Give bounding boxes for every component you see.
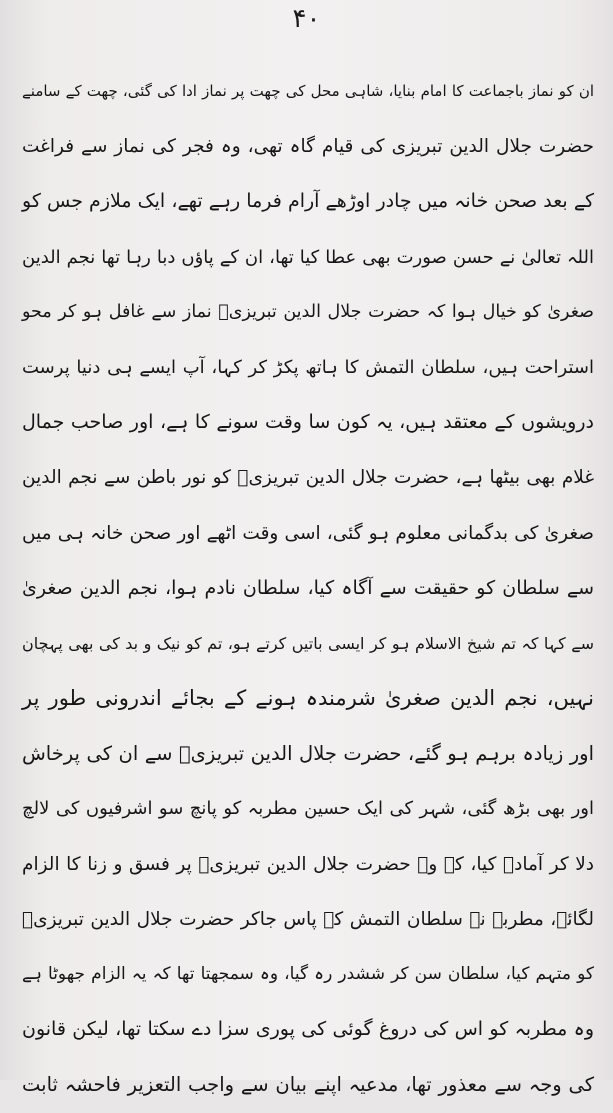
text-line-12: نہیں، نجم الدین صغریٰ شرمندہ ہونے کے بجائے اندرونی طور پر [22,686,594,711]
text-line-17: کو متہم کیا، سلطان سن کر ششدر رہ گیا، وہ سمجھتا تھا کہ یہ الزام جھوٹا ہے [22,964,594,984]
text-line-15: دلا کر آمادہ کیا، کہ وہ حضرت جلال الدین تبریزیؒ پر فسق و زنا کا الزام [22,853,594,875]
text-line-8: غلام بھی بیٹھا ہے، حضرت جلال الدین تبریزیؒ کو نور باطن سے نجم الدین [22,467,594,489]
text-line-16: لگائے، مطربہ نے سلطان التمش کے پاس جاکر حضرت جلال الدین تبریزیؒ [22,908,594,930]
page-number: ۴۰ [292,4,321,34]
text-line-4: اللہ تعالیٰ نے حسن صورت بھی عطا کیا تھا، ان کے پاؤں دبا رہا تھا نجم الدین [22,246,594,268]
text-line-13: اور زیادہ برہم ہو گئے، حضرت جلال الدین تبریزیؒ سے ان کی پرخاش [22,742,594,766]
body-text [22,64,594,1113]
text-line-5: صغریٰ کو خیال ہوا کہ حضرت جلال الدین تبریزیؒ نماز سے غافل ہو کر محو [22,301,594,322]
text-line-9: صغریٰ کی بدگمانی معلوم ہو گئی، اسی وقت اٹھے اور صحن خانہ ہی میں [22,522,594,544]
text-line-2: حضرت جلال الدین تبریزی کی قیام گاہ تھی، وہ فجر کی نماز سے فراغت [22,136,594,158]
text-line-3: کے بعد صحن خانہ میں چادر اوڑھے آرام فرما رہے تھے، ایک ملازم جس کو [22,190,594,213]
text-line-19: کی وجہ سے معذور تھا، مدعیہ اپنے بیان سے واجب التعزیر فاحشہ ثابت [22,1073,594,1097]
text-line-10: سے سلطان کو حقیقت سے آگاہ کیا، سلطان نادم ہوا، نجم الدین صغریٰ [22,576,594,599]
text-line-18: وہ مطربہ کو اس کی دروغ گوئی کی پوری سزا دے سکتا تھا، لیکن قانون [22,1018,594,1041]
text-line-6: استراحت ہیں، سلطان التمش کا ہاتھ پکڑ کر کہا، آپ ایسے ہی دنیا پرست [22,356,594,378]
text-line-7: درویشوں کے معتقد ہیں، یہ کون سا وقت سونے کا ہے، اور صاحب جمال [22,411,594,434]
text-line-14: اور بھی بڑھ گئی، شہر کی ایک حسین مطربہ کو پانچ سو اشرفیوں کی لالچ [22,798,594,820]
text-line-1: ان کو نماز باجماعت کا امام بنایا، شاہی محل کی چھت پر نماز ادا کی گئی، چھت کے سامنے [22,82,594,100]
text-line-11: سے کہا کہ تم شیخ الاسلام ہو کر ایسی باتیں کرتے ہو، تم کو نیک و بد کی بھی پہچان [22,633,594,653]
